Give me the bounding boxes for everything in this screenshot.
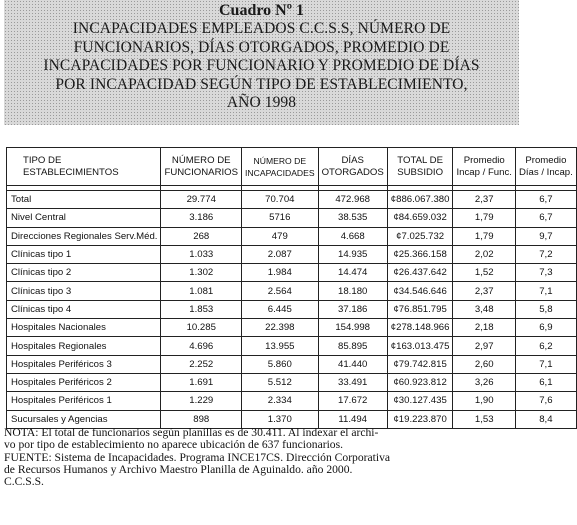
table-cell: 3,26 xyxy=(453,373,515,391)
row-label: Hospitales Nacionales xyxy=(7,319,161,337)
title-line: FUNCIONARIOS, DÍAS OTORGADOS, PROMEDIO DE xyxy=(73,38,450,56)
table-cell: 898 xyxy=(161,410,242,428)
table-cell: ¢34.546.646 xyxy=(387,282,453,300)
table-row xyxy=(7,337,577,355)
note-line: NOTA: El total de funcionarios según planillas es de 30.411. Al indexar el archi- xyxy=(4,426,379,439)
table-cell: ¢163.013.475 xyxy=(387,337,453,355)
table-cell: 8,4 xyxy=(515,410,576,428)
table-cell: 4.696 xyxy=(161,337,242,355)
table-cell: ¢278.148.966 xyxy=(387,319,453,337)
source-line: FUENTE: Sistema de Incapacidades. Programa INCE17CS. Dirección Corporativa xyxy=(4,450,391,464)
row-label: Clínicas tipo 4 xyxy=(7,300,161,318)
table-cell: 4.668 xyxy=(318,227,387,245)
table-cell: 7,1 xyxy=(515,282,576,300)
table-cell: 22.398 xyxy=(242,319,319,337)
table-cell: 1.984 xyxy=(242,264,319,282)
table-cell: 154.998 xyxy=(318,319,387,337)
table-cell: 6,2 xyxy=(515,337,576,355)
table-cell: 70.704 xyxy=(242,191,319,209)
table-cell: 472.968 xyxy=(318,191,387,209)
table-cell: 18.180 xyxy=(318,282,387,300)
row-label: Clínicas tipo 1 xyxy=(7,245,161,263)
table-cell: 6.445 xyxy=(242,300,319,318)
table-row xyxy=(7,373,577,391)
table-cell: 2,02 xyxy=(453,245,515,263)
row-label: Direcciones Regionales Serv.Méd. xyxy=(7,227,161,245)
table-row xyxy=(7,392,577,410)
table-cell: 6,1 xyxy=(515,373,576,391)
table-row xyxy=(7,245,577,263)
row-label: Hospitales Periféricos 1 xyxy=(7,392,161,410)
table-cell: 2.564 xyxy=(242,282,319,300)
table-cell: 2.252 xyxy=(161,355,242,373)
table-cell: 14.474 xyxy=(318,264,387,282)
column-header: TIPO DE ESTABLECIMIENTOS xyxy=(7,148,161,186)
table-number: Cuadro Nº 1 xyxy=(219,2,304,19)
title-box xyxy=(4,0,519,125)
table-row xyxy=(7,227,577,245)
table-cell: 85.895 xyxy=(318,337,387,355)
title-line: INCAPACIDADES POR FUNCIONARIO Y PROMEDIO DE DÍAS xyxy=(43,57,480,74)
table-cell: 1.853 xyxy=(161,300,242,318)
row-label: Hospitales Periféricos 2 xyxy=(7,373,161,391)
table-cell: ¢30.127.435 xyxy=(387,392,453,410)
row-label: Hospitales Regionales xyxy=(7,337,161,355)
table-cell: 2.334 xyxy=(242,392,319,410)
table-cell: ¢79.742.815 xyxy=(387,355,453,373)
column-header: NÚMERO DE INCAPACIDADES xyxy=(242,148,319,186)
table-cell: 1.302 xyxy=(161,264,242,282)
table-cell: 3.186 xyxy=(161,209,242,227)
table-cell: 1,79 xyxy=(453,209,515,227)
table-cell: 38.535 xyxy=(318,209,387,227)
table-cell: ¢886.067.380 xyxy=(387,191,453,209)
table-cell: 9,7 xyxy=(515,227,576,245)
column-header: Promedio Incap / Func. xyxy=(453,148,515,186)
table-row xyxy=(7,209,577,227)
table-cell: ¢60.923.812 xyxy=(387,373,453,391)
table-cell: 33.491 xyxy=(318,373,387,391)
table-header-row xyxy=(7,148,577,186)
table-cell: 2,37 xyxy=(453,282,515,300)
table-cell: 14.935 xyxy=(318,245,387,263)
table-cell: 6,9 xyxy=(515,319,576,337)
table-cell: 2,37 xyxy=(453,191,515,209)
table-cell: 1,90 xyxy=(453,392,515,410)
table-cell: 268 xyxy=(161,227,242,245)
table-cell: 10.285 xyxy=(161,319,242,337)
table-row xyxy=(7,264,577,282)
column-header: Promedio Días / Incap. xyxy=(515,148,576,186)
note-line: vo por tipo de establecimiento no aparece ubicación de 637 funcionarios. xyxy=(4,438,343,452)
table-cell: 5716 xyxy=(242,209,319,227)
table-cell: 2,18 xyxy=(453,319,515,337)
table-cell: 1.081 xyxy=(161,282,242,300)
table-cell: 2,97 xyxy=(453,337,515,355)
row-label: Total xyxy=(7,191,161,209)
table-cell: 37.186 xyxy=(318,300,387,318)
table-row xyxy=(7,191,577,209)
data-table xyxy=(6,147,577,429)
column-header: TOTAL DE SUBSIDIO xyxy=(387,148,453,186)
table-cell: 479 xyxy=(242,227,319,245)
row-label: Sucursales y Agencias xyxy=(7,410,161,428)
table-cell: 29.774 xyxy=(161,191,242,209)
table-cell: 1,53 xyxy=(453,410,515,428)
table-cell: 2.087 xyxy=(242,245,319,263)
table-cell: 11.494 xyxy=(318,410,387,428)
table-cell: ¢7.025.732 xyxy=(387,227,453,245)
table-cell: 1.370 xyxy=(242,410,319,428)
table-cell: 5.512 xyxy=(242,373,319,391)
table-cell: 3,48 xyxy=(453,300,515,318)
table-row xyxy=(7,355,577,373)
table-row xyxy=(7,319,577,337)
row-label: Hospitales Periféricos 3 xyxy=(7,355,161,373)
table-cell: ¢25.366.158 xyxy=(387,245,453,263)
table-cell: 41.440 xyxy=(318,355,387,373)
row-label: Clínicas tipo 2 xyxy=(7,264,161,282)
table-cell: 1.691 xyxy=(161,373,242,391)
table-cell: 13.955 xyxy=(242,337,319,355)
table-row xyxy=(7,282,577,300)
source-line: de Recursos Humanos y Archivo Maestro Planilla de Aguinaldo. año 2000. xyxy=(4,462,353,476)
table-cell: 7,3 xyxy=(515,264,576,282)
table-row xyxy=(7,300,577,318)
table-cell: 1.229 xyxy=(161,392,242,410)
row-label: Nivel Central xyxy=(7,209,161,227)
table-cell: 5.860 xyxy=(242,355,319,373)
table-cell: ¢84.659.032 xyxy=(387,209,453,227)
title-line: INCAPACIDADES EMPLEADOS C.C.S.S, NÚMERO DE xyxy=(72,20,451,37)
column-header: NÚMERO DE FUNCIONARIOS xyxy=(161,148,242,186)
table-cell: 1,52 xyxy=(453,264,515,282)
notes xyxy=(4,427,520,488)
table-cell: 1,79 xyxy=(453,227,515,245)
table-cell: 2,60 xyxy=(453,355,515,373)
column-header: DÍAS OTORGADOS xyxy=(318,148,387,186)
table-cell: ¢19.223.870 xyxy=(387,410,453,428)
table-cell: 7,6 xyxy=(515,392,576,410)
table-cell: 7,1 xyxy=(515,355,576,373)
table-cell: ¢76.851.795 xyxy=(387,300,453,318)
table-cell: 1.033 xyxy=(161,245,242,263)
table-cell: 5,8 xyxy=(515,300,576,318)
source-line: C.C.S.S. xyxy=(4,475,44,489)
table-cell: 6,7 xyxy=(515,209,576,227)
table-cell: ¢26.437.642 xyxy=(387,264,453,282)
table-cell: 7,2 xyxy=(515,245,576,263)
table-cell: 17.672 xyxy=(318,392,387,410)
table-cell: 6,7 xyxy=(515,191,576,209)
title-line: POR INCAPACIDAD SEGÚN TIPO DE ESTABLECIMIENTO, xyxy=(55,75,468,93)
row-label: Clínicas tipo 3 xyxy=(7,282,161,300)
title-line: AÑO 1998 xyxy=(226,94,297,111)
